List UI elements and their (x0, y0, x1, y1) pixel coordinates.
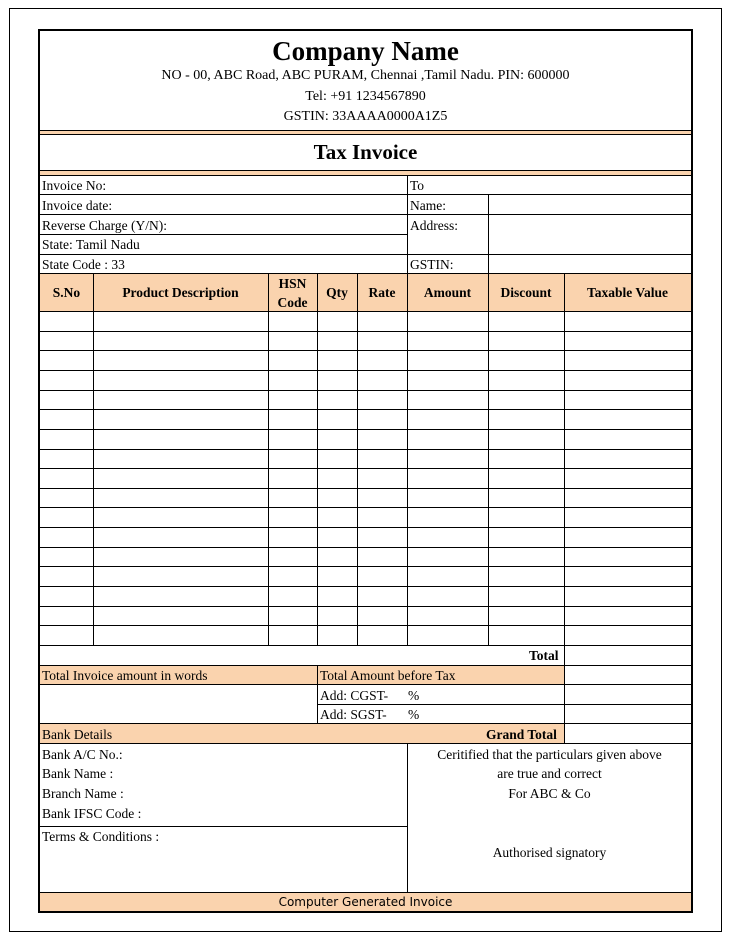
col-header-taxable-value: Taxable Value (587, 285, 668, 300)
certification-line-1: Ceritified that the particulars given above (437, 747, 662, 762)
table-row (40, 390, 691, 391)
invoice-date-label: Invoice date: (42, 198, 113, 213)
invoice-no-label: Invoice No: (42, 178, 107, 193)
document-title: Tax Invoice (313, 140, 418, 164)
table-row (40, 370, 691, 371)
branch-name-label: Branch Name : (42, 786, 124, 801)
company-tel: Tel: +91 1234567890 (305, 89, 426, 104)
table-row (40, 331, 691, 332)
authorised-signatory: Authorised signatory (492, 845, 607, 860)
company-gstin: GSTIN: 33AAAA0000A1Z5 (283, 109, 448, 124)
col-header-qty: Qty (326, 285, 348, 300)
grand-total-label: Grand Total (486, 727, 557, 742)
table-row (40, 586, 691, 587)
cgst-percent: % (408, 688, 420, 703)
col-header-description: Product Description (122, 285, 239, 300)
state-code-label: State Code : 33 (42, 257, 125, 272)
bank-name-label: Bank Name : (42, 766, 114, 781)
bank-details-title: Bank Details (42, 727, 113, 742)
certification-line-2: are true and correct (497, 766, 602, 781)
bank-ac-no-label: Bank A/C No.: (42, 747, 123, 762)
reverse-charge-label: Reverse Charge (Y/N): (42, 218, 167, 233)
total-label: Total (529, 648, 559, 663)
terms-label: Terms & Conditions : (42, 829, 160, 844)
amount-in-words-label: Total Invoice amount in words (42, 668, 208, 683)
recipient-address-label: Address: (410, 218, 458, 233)
col-header-hsn: HSN (278, 276, 307, 291)
sgst-percent: % (408, 707, 420, 722)
table-row (40, 488, 691, 489)
table-row (40, 409, 691, 410)
certification-line-3: For ABC & Co (508, 786, 591, 801)
table-row (40, 606, 691, 607)
sgst-label: Add: SGST- (320, 707, 387, 722)
col-header-hsn-code: Code (277, 295, 308, 310)
table-row (40, 468, 691, 469)
table-row (40, 507, 691, 508)
col-header-rate: Rate (368, 285, 396, 300)
recipient-gstin-label: GSTIN: (410, 257, 454, 272)
company-name: Company Name (272, 36, 459, 66)
table-row (40, 566, 691, 567)
table-row (40, 449, 691, 450)
col-header-discount: Discount (500, 285, 552, 300)
table-row (40, 547, 691, 548)
recipient-to-label: To (410, 178, 425, 193)
table-row (40, 429, 691, 430)
state-label: State: Tamil Nadu (42, 237, 140, 252)
amount-before-tax-label: Total Amount before Tax (320, 668, 456, 683)
table-row (40, 625, 691, 626)
col-header-amount: Amount (423, 285, 472, 300)
recipient-name-label: Name: (410, 198, 446, 213)
company-address: NO - 00, ABC Road, ABC PURAM, Chennai ,Tamil Nadu. PIN: 600000 (161, 68, 570, 83)
table-row (40, 350, 691, 351)
table-row (40, 527, 691, 528)
cgst-label: Add: CGST- (320, 688, 389, 703)
col-header-sno: S.No (52, 285, 81, 300)
ifsc-code-label: Bank IFSC Code : (42, 806, 142, 821)
footer-text: Computer Generated Invoice (278, 895, 453, 909)
